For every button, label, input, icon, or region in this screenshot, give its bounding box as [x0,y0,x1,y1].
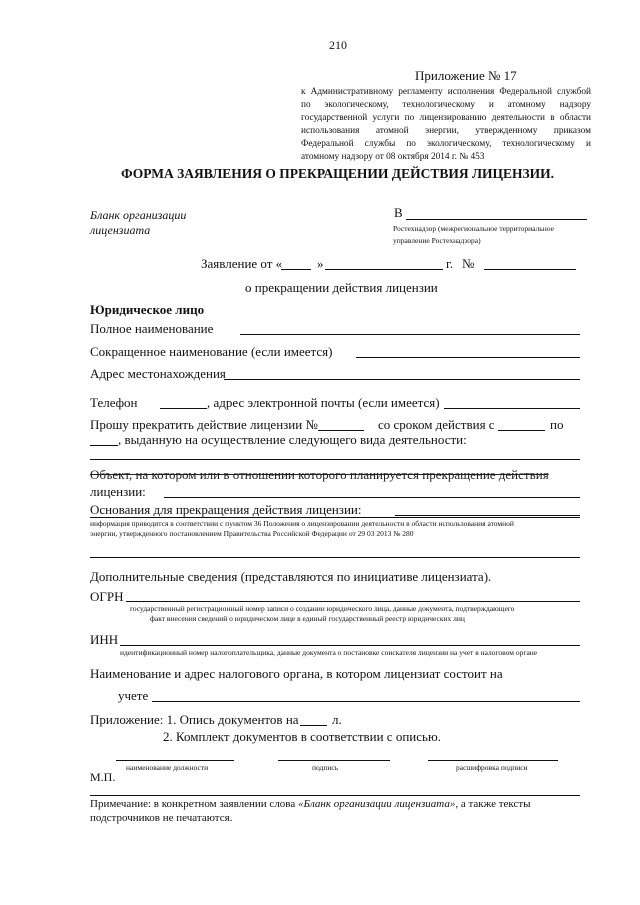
short-name-label: Сокращенное наименование (если имеется) [90,344,333,359]
decoding-field[interactable] [428,760,558,761]
to-prefix: В [394,205,403,220]
inn-note: идентификационный номер налогоплательщика, данные документа о постановке соискателя лицензии на учет в налоговом органе [120,648,538,657]
attachment-label: Приложение: 1. Опись документов на [90,712,299,727]
remark-text-b: «Бланк организации лицензиата» [298,798,456,810]
day-field[interactable] [281,269,311,270]
tax-authority-label-2: учете [118,688,149,703]
grounds-note-2: энергии, утвержденного постановлением Правительства Российской Федерации от 29 03 2013 № 280 [90,529,414,538]
request-part1: Прошу прекратить действие лицензии № [90,417,318,432]
signature-field[interactable] [278,760,390,761]
to-note-2: управление Ростехнадзора) [393,236,481,245]
ogrn-field[interactable] [126,601,580,602]
stamp-label: М.П. [90,770,116,784]
subject: о прекращении действия лицензии [245,280,438,295]
year-label: г. [446,256,454,271]
validity-to-field[interactable] [90,445,118,446]
quote-close: » [317,256,324,271]
grounds-field-2[interactable] [90,517,580,518]
grounds-note-1: информация приводится в соответствии с пунктом 36 Положения о лицензировании деятельности в области использования атомной [90,519,514,528]
grounds-field[interactable] [395,515,580,516]
address-field[interactable] [224,379,580,380]
appendix-line: по экологическому, технологическому и атомному надзору [301,100,591,110]
grounds-field-3[interactable] [90,557,580,558]
inn-field[interactable] [120,645,580,646]
appendix-title: Приложение № 17 [415,68,517,83]
short-name-field[interactable] [356,357,580,358]
validity-from-field[interactable] [498,430,545,431]
grounds-label: Основания для прекращения действия лицензии: [90,502,362,517]
month-year-field[interactable] [325,269,443,270]
appendix-line: к Административному регламенту исполнения Федеральной службой [301,87,591,97]
request-part3: по [550,417,564,432]
additional-info: Дополнительные сведения (представляются по инициативе лицензиата). [90,569,492,584]
object-label-1: Объект, на котором или в отношении которого планируется прекращение действия [90,467,549,482]
activity-field[interactable] [90,459,580,460]
to-note-1: Ростехнадзор (межрегиональное территориальное [393,224,554,233]
separator-line [90,795,580,796]
position-field[interactable] [116,760,234,761]
address-label: Адрес местонахождения [90,366,226,381]
phone-label: Телефон [90,395,138,410]
appendix-text [301,86,591,164]
tax-authority-field[interactable] [152,701,580,702]
attachment-suffix: л. [332,712,342,727]
page-number: 210 [329,38,347,52]
pages-count-field[interactable] [300,725,327,726]
license-number-field[interactable] [318,430,364,431]
email-label: , адрес электронной почты (если имеется) [207,395,440,410]
decoding-caption: расшифровка подписи [456,763,528,772]
appendix-line: Федеральной службы по экологическому, технологическому и [301,139,591,149]
object-label-2: лицензии: [90,484,146,499]
full-name-field[interactable] [240,334,580,335]
ogrn-label: ОГРН [90,589,124,604]
phone-field[interactable] [160,408,207,409]
to-field-line[interactable] [406,219,587,220]
remark-line-2: подстрочников не печатаются. [90,812,233,824]
tax-authority-label: Наименование и адрес налогового органа, в котором лицензиат состоит на [90,666,503,681]
blank-label-2: лицензиата [90,223,151,237]
appendix-line: атомному надзору от 08 октября 2014 г. № 453 [301,152,485,162]
inn-label: ИНН [90,632,119,647]
request-part2: со сроком действия с [378,417,495,432]
statement-number-field[interactable] [484,269,576,270]
remark-line-1 [90,798,531,810]
ogrn-note-1: государственный регистрационный номер записи о создании юридического лица, данные документа, подтверждающего [130,604,515,613]
email-field[interactable] [444,408,580,409]
form-title: ФОРМА ЗАЯВЛЕНИЯ О ПРЕКРАЩЕНИИ ДЕЙСТВИЯ ЛИЦЕНЗИИ. [121,166,555,181]
statement-label: Заявление от « [201,256,283,271]
attachment-item-2: 2. Комплект документов в соответствии с описью. [163,729,441,744]
position-caption: наименование должности [126,763,209,772]
signature-caption: подпись [312,763,339,772]
object-field[interactable] [164,497,580,498]
ogrn-note-2: факт внесения сведений о юридическом лице в единый государственный реестр юридических лиц [150,614,465,623]
number-label: № [462,256,475,271]
appendix-line: использования атомной энергии, утвержденному приказом [301,126,591,136]
legal-entity-heading: Юридическое лицо [90,302,205,317]
appendix-line: государственной услуги по лицензированию деятельности в области [301,113,591,123]
full-name-label: Полное наименование [90,321,214,336]
remark-text-c: , а также тексты [455,798,531,810]
request-part4: , выданную на осуществление следующего вида деятельности: [118,432,467,447]
blank-label-1: Бланк организации [90,208,187,222]
remark-text-a: Примечание: в конкретном заявлении слова [90,798,296,810]
